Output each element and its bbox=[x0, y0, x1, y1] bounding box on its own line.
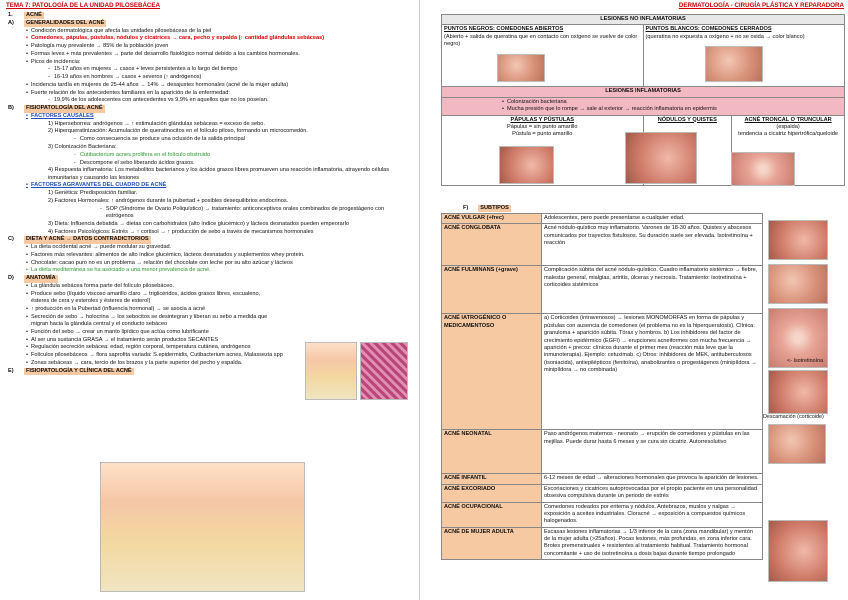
row-label: ACNÉ NEONATAL bbox=[442, 430, 542, 474]
fisiopatologia-title: FISIOPATOLOGÍA DEL ACNÉ bbox=[26, 105, 103, 112]
closed-comedones-title: PUNTOS BLANCOS: COMEDONES CERRADOS bbox=[645, 26, 772, 33]
row-vulgar bbox=[442, 214, 763, 224]
subtypes-table bbox=[441, 213, 763, 560]
section-b-label: B) bbox=[8, 105, 14, 112]
subtipos-heading bbox=[463, 205, 511, 212]
conglobata-photo bbox=[768, 220, 828, 260]
g3: • Patología muy prevalente → 85% de la población joven bbox=[8, 43, 413, 50]
nodules-title: NÓDULOS Y QUISTES bbox=[657, 116, 717, 123]
a4: • Secreción de sebo → holocrina → los sebocitos se desintegran y liberan su sebo a medida que migran hacia la glándula central y el conducto sebáceo bbox=[8, 314, 278, 329]
d1: • La dieta occidental acné → puede modular su gravedad. bbox=[8, 244, 413, 251]
sebaceous-gland-diagram bbox=[305, 342, 357, 400]
d4: • La dieta mediterránea se ha asociado a una menor prevalencia de acné. bbox=[8, 267, 413, 274]
acne-number: 1. bbox=[8, 12, 13, 18]
row-text: Comedones rodeados por eritema y nódulos. Antebrazos, muslos y nalgas → exposición a aceites industriales. Cloracné → exposición a compuestos químicos halogenados. bbox=[542, 502, 763, 527]
fa2a: - SOP (Síndrome de Ovario Poliquístico) → tratamiento: anticonceptivos orales combinados de progestágeno con estrógenos bbox=[8, 206, 413, 221]
g5a: - 15-17 años en mujeres → casos + leves persistentes a lo largo del tiempo bbox=[8, 66, 413, 73]
left-page bbox=[0, 0, 420, 600]
truncal-title: ACNÉ TRONCAL O TRUNCULAR bbox=[744, 116, 832, 123]
row-text: 6-12 meses de edad → alteraciones hormonales que provoca la aparición de lesiones. bbox=[542, 474, 763, 484]
row-label: ACNÉ CONGLOBATA bbox=[442, 224, 542, 266]
truncal-photo bbox=[731, 152, 795, 186]
corticoid-photo bbox=[768, 370, 828, 414]
row-label: ACNÉ IATROGÉNICO O MEDICAMENTOSO bbox=[442, 314, 542, 430]
fa4: 4) Factores Psicológicos: Estrés → ↑ cortisol → ↑ producción de sebo a través de mecanismos hormonales bbox=[48, 228, 314, 235]
isotretinoin-caption: <- Isotretinoína bbox=[787, 358, 824, 364]
a6: • Al ser una sustancia GRASA → el tratamiento serán productos SECANTES bbox=[8, 337, 413, 344]
adult-woman-photo bbox=[768, 520, 828, 582]
neonatal-photo bbox=[768, 424, 826, 464]
row-conglobata bbox=[442, 224, 763, 266]
row-excoriado bbox=[442, 484, 763, 502]
fc3: 3) Colonización Bacteriana: bbox=[48, 144, 117, 151]
fc3b: - Descompone el sebo liberando ácidos grasos. bbox=[8, 160, 413, 167]
fa1: 1) Genética: Predisposición familiar. bbox=[48, 190, 138, 197]
acne-title: ACNÉ bbox=[26, 12, 42, 18]
a2: • Produce sebo (líquido viscoso amarillo claro → triglicéridos, ácidos grasos libres, escualeno, ésteres de cera y esteroles y ésteres de esterol) bbox=[8, 291, 278, 306]
fa2: 2) Factores Hormonales: ↑ andrógenos durante la pubertad + posibles desequilibrios endocrinos. bbox=[48, 197, 289, 204]
g2: • Comedones, pápulas, pústulas, nódulos y cicatrices → cara, pecho y espalda (↑ cantidad glándulas sebáceas) bbox=[8, 35, 413, 42]
papules-1: Pápulas = sin punto amarillo bbox=[507, 123, 578, 130]
row-mujer-adulta bbox=[442, 527, 763, 560]
fc4: 4) Respuesta inflamatoria: Los metabolitos bacterianos y los ácidos grasos libres promueven una reacción inflamatoria, atrayendo células inmunitarias y causando las lesiones bbox=[48, 167, 390, 181]
papules-2: Pústula = punto amarillo bbox=[512, 131, 573, 138]
g1: • Condición dermatológica que afecta las unidades pilosebáceas de la piel bbox=[8, 28, 413, 35]
row-text: Paso andrógenos maternos - neonato → erupción de comedones y pústulas en las mejillas. Puede durar hasta 6 meses y se cura sin cicatriz. Autorresolutivo bbox=[542, 430, 763, 474]
dieta-title: DIETA Y ACNÉ → DATOS CONTRADICTORIOS bbox=[26, 236, 149, 243]
row-text: Complicación súbita del acné nódulo-quístico. Cuadro inflamatorio sistémico → fiebre, malestar general, mialgias, artritis, úlceras y necrosis. Tratamiento: isotretinoína + corticoides sistémicos bbox=[542, 266, 763, 314]
row-text: Excoriaciones y cicatrices autoprovocadas por el propio paciente en una personalidad obsesiva compulsiva durante un periodo de estrés bbox=[542, 484, 763, 502]
acne-lesions-diagram bbox=[100, 462, 305, 592]
truncal-1: (espalda) bbox=[776, 123, 800, 130]
g4: • Formas leves + más prevalentes → parte del desarrollo fisiológico normal debido a los cambios hormonales. bbox=[8, 51, 413, 58]
truncal-2: tendencia a cicatriz hipertrófica/queloide bbox=[738, 131, 838, 138]
row-iatrogenico bbox=[442, 314, 763, 430]
open-comedones-photo bbox=[497, 54, 545, 82]
row-label: ACNÉ DE MUJER ADULTA bbox=[442, 527, 542, 560]
fc3a: - Cutibacterium acnes prolifera en el folículo obstruido bbox=[8, 152, 413, 159]
a9: • Zonas sebáceas → cara, tercio de los brazos y la parte superior del pecho y espalda. bbox=[8, 360, 413, 367]
row-label: ACNÉ INFANTIL bbox=[442, 474, 542, 484]
subtipos-title: SUBTIPOS bbox=[480, 205, 509, 211]
open-comedones-title: PUNTOS NEGROS: COMEDONES ABIERTOS bbox=[444, 26, 564, 33]
section-c-label: C) bbox=[8, 236, 14, 243]
d2: • Factores más relevantes: alimentos de alto índice glucémico, lácteos desnatados y suplementos whey protein. bbox=[8, 252, 413, 259]
section-d-label: D) bbox=[8, 275, 14, 282]
anatomia-title: ANATOMÍA bbox=[26, 275, 56, 282]
a5: • Función del sebo → crear un manto lipídico que actúa como lubrificante bbox=[8, 329, 278, 336]
infl2: • Mucha presión que lo rompe → sale al exterior → reacción inflamatoria en epidermis bbox=[502, 106, 842, 113]
section-e-label: E) bbox=[8, 367, 14, 374]
d3: • Chocolate: cacao puro no es un problema → relación del chocolate con leche por su alto azúcar y lácteos bbox=[8, 260, 413, 267]
row-infantil bbox=[442, 474, 763, 484]
section-a-label: A) bbox=[8, 19, 14, 26]
row-text: a) Corticoides (intravenosos) → lesiones MONOMORFAS en forma de pápulas y pústulas con ausencia de comedones (el problema no es la hiperqueratosis). Clínica: granuloma + aparición súbita. Tórax y hombros. b) Los inhibidores del factor de crecimiento epidérmico (EGFI) → erupciones acneiformes con mucha frecuencia → aparición + precoz: clínicos durante el primer mes (reacción más leve que la inmunoterapia). Ejemplo: cetuximab. c) Otros: inhibidores de MEK, antituberculosos (isoniacida), antiepilépticos (fenitoína), anabolizantes o progestágenos (minipíldora → minipíldora → no combinada) bbox=[542, 314, 763, 430]
corticoid-caption: Descamación (corticoide) bbox=[763, 414, 824, 420]
g5: • Picos de incidencia: bbox=[8, 59, 413, 66]
left-header: TEMA 7: PATOLOGÍA DE LA UNIDAD PILOSEBÁCEA bbox=[6, 2, 161, 9]
a1: • La glándula sebácea forma parte del folículo pilosebáceo. bbox=[8, 283, 278, 290]
row-ocupacional bbox=[442, 502, 763, 527]
row-label: ACNÉ VULGAR (+frec) bbox=[442, 214, 542, 224]
fulminans-photo bbox=[768, 264, 828, 304]
factores-causales: • FACTORES CAUSALES bbox=[8, 113, 413, 120]
a3: • ↑ producción en la Pubertad (influencia hormonal) → se asocia a acné bbox=[8, 306, 278, 313]
fa3: 3) Dieta: Influencia debatida → dietas con carbohidratos (alto índice glucémico) y lácteos desnatados pueden empeorarlo bbox=[48, 220, 349, 227]
g7: • Fuerte relación de los antecedentes familiares en la aparición de la enfermedad: bbox=[8, 90, 413, 97]
row-text: Adolescentes, pero puede presentarse a cualquier edad. bbox=[542, 214, 763, 224]
inflammatory-title: LESIONES INFLAMATORIAS bbox=[442, 87, 845, 97]
closed-comedones-photo bbox=[705, 46, 763, 82]
row-label: ACNÉ EXCORIADO bbox=[442, 484, 542, 502]
row-neonatal bbox=[442, 430, 763, 474]
row-label: ACNÉ OCUPACIONAL bbox=[442, 502, 542, 527]
open-comedones-desc: (Abierto + salida de queratina que en contacto con oxígeno se vuelve de color negro) bbox=[444, 33, 638, 48]
factores-agravantes: • FACTORES AGRAVANTES DEL CUADRO DE ACNÉ bbox=[8, 182, 413, 189]
g5b: - 16-19 años en hombres → casos + severos (↑ andrógenos) bbox=[8, 74, 413, 81]
fc2: 2) Hiperqueratinización: Acumulación de queratinocitos en el folículo piloso, formando un microcomedón. bbox=[48, 128, 308, 135]
g6: • Incidencia tardía en mujeres de 25-44 años → 14% → desajustes hormonales (acné de la mujer adulta) bbox=[8, 82, 413, 89]
left-column bbox=[8, 12, 413, 375]
a8: • Folículos pilosebáceos → flora saprofita variada: S.epidermidis, Cutibacterium acnes, Malassezia spp bbox=[8, 352, 413, 359]
row-text: Escasas lesiones inflamatorias → 1/3 inferior de la cara (zona mandibular) y mentón de la mujer adulta (>25años). Pocas lesiones, más profundas, en zona inferior cara. Brotes premenstruales + resistentes al tratamiento habitual. Tratamiento hormonal concomitante + uso de isotretinoína a dosis bajas durante tiempo prolongado bbox=[542, 527, 763, 560]
g7a: - 19,9% de los adolescentes con antecedentes vs 9,9% en aquellos que no los poseían. bbox=[8, 97, 413, 104]
infl1: • Colonización bacteriana bbox=[502, 99, 842, 106]
papules-title: PÁPULAS Y PÚSTULAS bbox=[510, 116, 574, 123]
row-text: Acné nódulo-quístico muy inflamatorio. Varones de 18-30 años. Quistes y abscesos comunicados por trayectos fistulosos. Su duración suele ser elevada. Isotretinoína + reacción bbox=[542, 224, 763, 266]
clinica-title: FISIOPATOLOGÍA Y CLÍNICA DEL ACNÉ bbox=[26, 367, 132, 374]
section-f-label: F) bbox=[463, 205, 469, 211]
closed-comedones-desc: (queratina no expuesta a oxígeno + no se oxida → color blanco) bbox=[645, 33, 805, 40]
right-page bbox=[425, 0, 848, 600]
non-inflammatory-title: LESIONES NO INFLAMATORIAS bbox=[442, 15, 845, 25]
papules-photo bbox=[499, 146, 554, 184]
fc1: 1) Hiperseborrea: andrógenos → ↑ estimulación glándulas sebáceas = exceso de sebo. bbox=[48, 120, 265, 127]
a7: • Regulación secreción sebácea: edad, región corporal, temperatura cutánea, andrógenos bbox=[8, 344, 413, 351]
row-label: ACNÉ FULMINANS (+grave) bbox=[442, 266, 542, 314]
generalidades-title: GENERALIDADES DEL ACNÉ bbox=[26, 19, 105, 26]
fc2a: - Como consecuencia se produce una oclusión de la salida principal bbox=[8, 136, 413, 143]
histology-image bbox=[360, 342, 408, 400]
row-fulminans bbox=[442, 266, 763, 314]
nodules-photo bbox=[625, 132, 697, 184]
right-header: DERMATOLOGÍA - CIRUGÍA PLÁSTICA Y REPARADORA bbox=[678, 2, 844, 9]
